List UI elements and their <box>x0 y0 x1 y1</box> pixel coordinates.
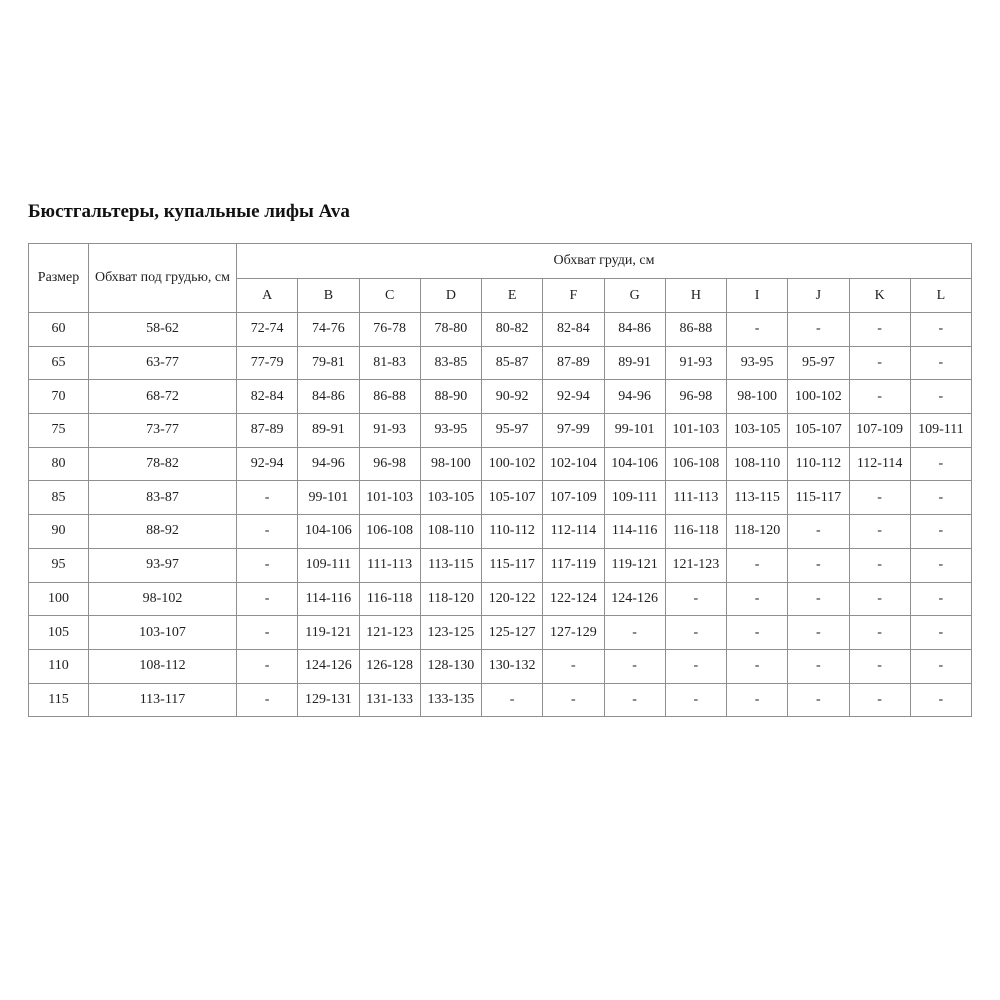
cup-value-cell: - <box>237 582 298 616</box>
cup-column-header: F <box>543 279 604 313</box>
underbust-cell: 113-117 <box>89 683 237 717</box>
cup-value-cell: 121-123 <box>359 616 420 650</box>
table-row <box>29 481 972 515</box>
underbust-cell: 88-92 <box>89 515 237 549</box>
cup-value-cell: 121-123 <box>665 548 726 582</box>
cup-column-header: C <box>359 279 420 313</box>
cup-value-cell: - <box>910 481 971 515</box>
cup-value-cell: 113-115 <box>727 481 788 515</box>
cup-value-cell: - <box>727 649 788 683</box>
cup-value-cell: - <box>604 683 665 717</box>
cup-value-cell: 95-97 <box>482 414 543 448</box>
cup-value-cell: 94-96 <box>604 380 665 414</box>
cup-value-cell: 119-121 <box>298 616 359 650</box>
cup-value-cell: - <box>237 515 298 549</box>
table-row <box>29 447 972 481</box>
size-cell: 90 <box>29 515 89 549</box>
cup-value-cell: 90-92 <box>482 380 543 414</box>
cup-column-header: E <box>482 279 543 313</box>
cup-value-cell: - <box>788 616 849 650</box>
cup-value-cell: - <box>910 447 971 481</box>
cup-value-cell: 112-114 <box>849 447 910 481</box>
cup-value-cell: - <box>237 548 298 582</box>
cup-value-cell: - <box>849 481 910 515</box>
cup-value-cell: 81-83 <box>359 346 420 380</box>
cup-value-cell: - <box>237 481 298 515</box>
cup-value-cell: 113-115 <box>420 548 481 582</box>
cup-value-cell: 125-127 <box>482 616 543 650</box>
size-cell: 95 <box>29 548 89 582</box>
underbust-cell: 98-102 <box>89 582 237 616</box>
cup-value-cell: 114-116 <box>298 582 359 616</box>
cup-value-cell: - <box>237 683 298 717</box>
cup-value-cell: 76-78 <box>359 313 420 347</box>
cup-value-cell: 101-103 <box>359 481 420 515</box>
cup-value-cell: - <box>849 380 910 414</box>
cup-value-cell: 112-114 <box>543 515 604 549</box>
cup-value-cell: 77-79 <box>237 346 298 380</box>
cup-value-cell: 115-117 <box>482 548 543 582</box>
cup-value-cell: 98-100 <box>727 380 788 414</box>
cup-column-header: G <box>604 279 665 313</box>
cup-value-cell: - <box>910 582 971 616</box>
cup-value-cell: 93-95 <box>420 414 481 448</box>
size-cell: 60 <box>29 313 89 347</box>
cup-value-cell: - <box>849 346 910 380</box>
cup-value-cell: 128-130 <box>420 649 481 683</box>
cup-value-cell: - <box>910 515 971 549</box>
cup-value-cell: 104-106 <box>298 515 359 549</box>
col-header-underbust: Обхват под грудью, см <box>89 244 237 313</box>
table-row <box>29 346 972 380</box>
cup-value-cell: 110-112 <box>482 515 543 549</box>
cup-value-cell: - <box>788 683 849 717</box>
underbust-cell: 68-72 <box>89 380 237 414</box>
cup-value-cell: 124-126 <box>298 649 359 683</box>
cup-value-cell: 111-113 <box>359 548 420 582</box>
table-row <box>29 616 972 650</box>
cup-value-cell: 93-95 <box>727 346 788 380</box>
cup-value-cell: 95-97 <box>788 346 849 380</box>
size-cell: 105 <box>29 616 89 650</box>
cup-value-cell: - <box>788 515 849 549</box>
cup-value-cell: 82-84 <box>237 380 298 414</box>
table-row <box>29 548 972 582</box>
size-cell: 80 <box>29 447 89 481</box>
cup-value-cell: 126-128 <box>359 649 420 683</box>
table-row <box>29 649 972 683</box>
cup-value-cell: 98-100 <box>420 447 481 481</box>
cup-value-cell: 108-110 <box>420 515 481 549</box>
cup-value-cell: 91-93 <box>665 346 726 380</box>
size-chart-table <box>28 243 972 717</box>
cup-value-cell: - <box>910 649 971 683</box>
cup-value-cell: 94-96 <box>298 447 359 481</box>
cup-value-cell: 85-87 <box>482 346 543 380</box>
table-row <box>29 515 972 549</box>
cup-value-cell: - <box>604 616 665 650</box>
cup-column-header: I <box>727 279 788 313</box>
col-header-size: Размер <box>29 244 89 313</box>
size-cell: 75 <box>29 414 89 448</box>
table-row <box>29 582 972 616</box>
cup-value-cell: 96-98 <box>359 447 420 481</box>
cup-value-cell: 129-131 <box>298 683 359 717</box>
cup-column-header: L <box>910 279 971 313</box>
cup-value-cell: 123-125 <box>420 616 481 650</box>
cup-value-cell: - <box>788 582 849 616</box>
cup-value-cell: 83-85 <box>420 346 481 380</box>
underbust-cell: 78-82 <box>89 447 237 481</box>
cup-value-cell: 87-89 <box>543 346 604 380</box>
cup-value-cell: 74-76 <box>298 313 359 347</box>
cup-value-cell: - <box>727 582 788 616</box>
cup-value-cell: 133-135 <box>420 683 481 717</box>
cup-value-cell: 124-126 <box>604 582 665 616</box>
cup-value-cell: 115-117 <box>788 481 849 515</box>
cup-value-cell: - <box>665 683 726 717</box>
cup-value-cell: - <box>543 649 604 683</box>
table-header-group-row <box>29 244 972 279</box>
cup-value-cell: 116-118 <box>359 582 420 616</box>
cup-value-cell: 120-122 <box>482 582 543 616</box>
table-row <box>29 683 972 717</box>
cup-value-cell: 119-121 <box>604 548 665 582</box>
cup-value-cell: - <box>665 649 726 683</box>
cup-value-cell: 79-81 <box>298 346 359 380</box>
cup-value-cell: 80-82 <box>482 313 543 347</box>
page-title: Бюстгальтеры, купальные лифы Ava <box>28 201 350 222</box>
cup-value-cell: 101-103 <box>665 414 726 448</box>
cup-value-cell: - <box>788 313 849 347</box>
cup-value-cell: 82-84 <box>543 313 604 347</box>
cup-value-cell: - <box>849 515 910 549</box>
cup-value-cell: - <box>237 616 298 650</box>
table-row <box>29 414 972 448</box>
cup-value-cell: 87-89 <box>237 414 298 448</box>
cup-value-cell: - <box>788 649 849 683</box>
cup-value-cell: - <box>849 313 910 347</box>
size-cell: 115 <box>29 683 89 717</box>
cup-value-cell: 127-129 <box>543 616 604 650</box>
cup-column-header: B <box>298 279 359 313</box>
cup-value-cell: 84-86 <box>604 313 665 347</box>
cup-value-cell: - <box>849 582 910 616</box>
cup-value-cell: 109-111 <box>298 548 359 582</box>
cup-value-cell: - <box>849 548 910 582</box>
cup-value-cell: 100-102 <box>482 447 543 481</box>
cup-value-cell: 86-88 <box>665 313 726 347</box>
cup-column-header: K <box>849 279 910 313</box>
underbust-cell: 103-107 <box>89 616 237 650</box>
cup-value-cell: 122-124 <box>543 582 604 616</box>
cup-value-cell: - <box>727 683 788 717</box>
cup-value-cell: - <box>910 548 971 582</box>
underbust-cell: 63-77 <box>89 346 237 380</box>
size-cell: 70 <box>29 380 89 414</box>
cup-value-cell: - <box>788 548 849 582</box>
size-cell: 65 <box>29 346 89 380</box>
cup-value-cell: - <box>849 683 910 717</box>
cup-value-cell: 130-132 <box>482 649 543 683</box>
cup-value-cell: 92-94 <box>543 380 604 414</box>
cup-value-cell: 102-104 <box>543 447 604 481</box>
cup-value-cell: 131-133 <box>359 683 420 717</box>
size-cell: 110 <box>29 649 89 683</box>
cup-value-cell: 103-105 <box>727 414 788 448</box>
cup-value-cell: 97-99 <box>543 414 604 448</box>
table-row <box>29 313 972 347</box>
size-cell: 100 <box>29 582 89 616</box>
cup-value-cell: - <box>604 649 665 683</box>
table-row <box>29 380 972 414</box>
underbust-cell: 93-97 <box>89 548 237 582</box>
cup-value-cell: - <box>910 380 971 414</box>
underbust-cell: 83-87 <box>89 481 237 515</box>
cup-value-cell: 86-88 <box>359 380 420 414</box>
cup-value-cell: 108-110 <box>727 447 788 481</box>
cup-value-cell: - <box>727 616 788 650</box>
cup-value-cell: 109-111 <box>604 481 665 515</box>
cup-value-cell: 84-86 <box>298 380 359 414</box>
cup-value-cell: 106-108 <box>665 447 726 481</box>
cup-value-cell: - <box>482 683 543 717</box>
cup-value-cell: 103-105 <box>420 481 481 515</box>
col-header-bust-group: Обхват груди, см <box>237 244 972 279</box>
cup-value-cell: 118-120 <box>727 515 788 549</box>
cup-value-cell: - <box>727 313 788 347</box>
cup-value-cell: 118-120 <box>420 582 481 616</box>
cup-value-cell: 78-80 <box>420 313 481 347</box>
cup-value-cell: - <box>910 616 971 650</box>
cup-value-cell: - <box>665 616 726 650</box>
cup-value-cell: 105-107 <box>788 414 849 448</box>
underbust-cell: 108-112 <box>89 649 237 683</box>
cup-value-cell: 104-106 <box>604 447 665 481</box>
cup-column-header: J <box>788 279 849 313</box>
cup-value-cell: - <box>543 683 604 717</box>
cup-value-cell: 89-91 <box>604 346 665 380</box>
cup-value-cell: 107-109 <box>543 481 604 515</box>
cup-value-cell: - <box>910 683 971 717</box>
cup-value-cell: - <box>727 548 788 582</box>
cup-value-cell: 91-93 <box>359 414 420 448</box>
cup-value-cell: 114-116 <box>604 515 665 549</box>
cup-column-header: A <box>237 279 298 313</box>
cup-value-cell: 99-101 <box>604 414 665 448</box>
cup-column-header: D <box>420 279 481 313</box>
cup-value-cell: 110-112 <box>788 447 849 481</box>
cup-value-cell: 88-90 <box>420 380 481 414</box>
underbust-cell: 58-62 <box>89 313 237 347</box>
cup-value-cell: 92-94 <box>237 447 298 481</box>
cup-value-cell: 96-98 <box>665 380 726 414</box>
cup-value-cell: 111-113 <box>665 481 726 515</box>
cup-value-cell: - <box>849 616 910 650</box>
cup-value-cell: 72-74 <box>237 313 298 347</box>
cup-value-cell: 107-109 <box>849 414 910 448</box>
cup-column-header: H <box>665 279 726 313</box>
cup-value-cell: - <box>665 582 726 616</box>
cup-value-cell: - <box>910 313 971 347</box>
cup-value-cell: 105-107 <box>482 481 543 515</box>
cup-value-cell: 100-102 <box>788 380 849 414</box>
cup-value-cell: - <box>910 346 971 380</box>
cup-value-cell: 99-101 <box>298 481 359 515</box>
cup-value-cell: - <box>237 649 298 683</box>
cup-value-cell: - <box>849 649 910 683</box>
cup-value-cell: 89-91 <box>298 414 359 448</box>
cup-value-cell: 116-118 <box>665 515 726 549</box>
size-cell: 85 <box>29 481 89 515</box>
cup-value-cell: 109-111 <box>910 414 971 448</box>
cup-value-cell: 106-108 <box>359 515 420 549</box>
cup-value-cell: 117-119 <box>543 548 604 582</box>
underbust-cell: 73-77 <box>89 414 237 448</box>
